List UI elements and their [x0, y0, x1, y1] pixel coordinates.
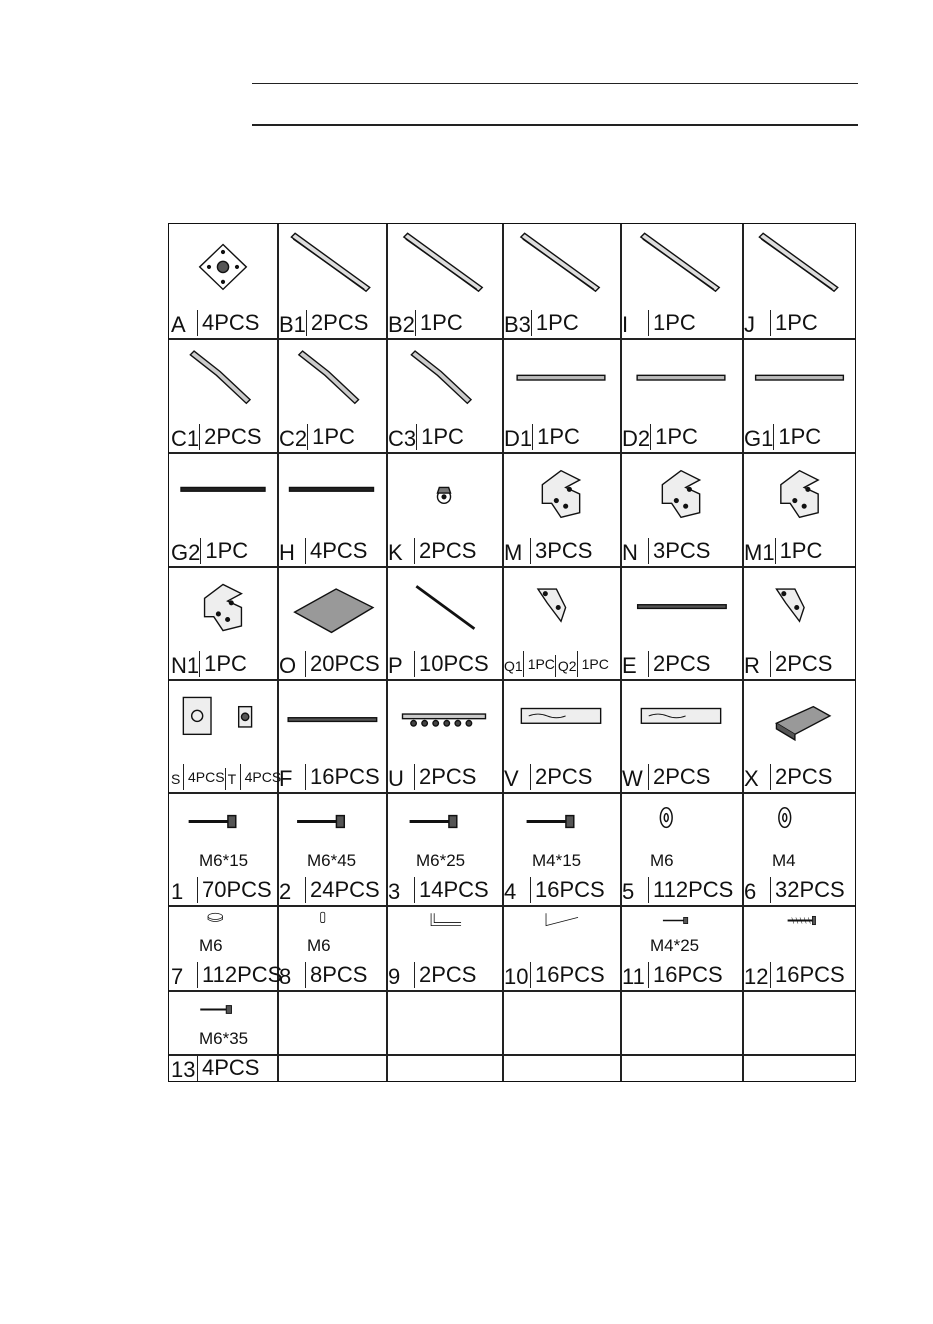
part-quantity: 1PC	[775, 538, 823, 564]
part-quantity: 8PCS	[305, 962, 367, 988]
hardware-size: M4*25	[650, 936, 700, 955]
part-quantity: 1PC	[415, 310, 463, 336]
hardware-size: M6*25	[416, 851, 466, 870]
part-label	[386, 308, 502, 338]
part-label	[386, 649, 502, 679]
part-cell	[277, 566, 386, 679]
part-label	[277, 649, 386, 679]
part-label	[386, 762, 502, 792]
part-code: 7	[171, 964, 184, 989]
long-rail-icon	[742, 224, 857, 308]
part-label	[742, 536, 857, 566]
part-cell	[277, 224, 386, 338]
part-label	[742, 422, 857, 452]
roller-track-icon	[386, 679, 502, 762]
part-label	[620, 762, 742, 792]
rod-icon	[386, 566, 502, 649]
thin-bar-icon	[277, 452, 386, 536]
mount-plate-icon	[169, 679, 277, 762]
hardware-cell	[169, 792, 277, 905]
part-label	[277, 536, 386, 566]
part-code: C1	[171, 426, 200, 451]
allen-key-icon	[386, 905, 502, 936]
part-label	[742, 649, 857, 679]
hardware-size: M6	[199, 936, 223, 955]
channel-bar-icon	[277, 679, 386, 762]
part-quantity: 2PCS	[648, 764, 710, 790]
corner-bracket-icon	[502, 452, 620, 536]
part-cell	[742, 566, 857, 679]
part-label	[620, 422, 742, 452]
thin-bar-icon	[169, 452, 277, 536]
part-label	[386, 422, 502, 452]
part-code: F	[279, 766, 293, 791]
part-code: B3	[504, 312, 531, 337]
part-code: E	[622, 653, 637, 678]
part-label	[502, 422, 620, 452]
allen-key-thin-icon	[502, 905, 620, 936]
angle-bracket-icon	[742, 566, 857, 649]
bent-bar-icon	[169, 338, 277, 422]
part-code: C2	[279, 426, 308, 451]
hardware-cell	[386, 905, 502, 990]
part-code: 13	[171, 1057, 196, 1082]
part-label	[277, 762, 386, 792]
part-label	[277, 960, 386, 990]
long-rail-icon	[277, 224, 386, 308]
part-cell	[169, 224, 277, 338]
part-label	[620, 960, 742, 990]
part-code: G1	[744, 426, 774, 451]
hardware-size: M4	[772, 851, 796, 870]
part-label	[169, 875, 277, 905]
door-rail-icon	[502, 679, 620, 762]
bolt-icon	[277, 792, 386, 851]
part-cell	[386, 679, 502, 792]
nut-icon	[169, 905, 277, 936]
part-label	[502, 762, 620, 792]
part-quantity: 16PCS	[770, 962, 845, 988]
part-quantity: 4PCS	[183, 764, 225, 790]
part-cell	[277, 452, 386, 566]
part-code: N1	[171, 653, 200, 678]
part-quantity: 1PC	[199, 651, 247, 677]
part-code: N	[622, 540, 638, 565]
part-code: U	[388, 766, 404, 791]
cap-block-icon	[742, 679, 857, 762]
part-label	[620, 875, 742, 905]
channel-bar-icon	[620, 566, 742, 649]
hardware-cell	[742, 792, 857, 905]
part-quantity: 20PCS	[305, 651, 380, 677]
long-rail-icon	[620, 224, 742, 308]
part-quantity: 3PCS	[530, 538, 592, 564]
part-quantity: 1PC	[531, 310, 579, 336]
header-rule-top	[252, 83, 858, 84]
part-cell	[620, 338, 742, 452]
part-label	[169, 422, 277, 452]
part-quantity: 2PCS	[770, 651, 832, 677]
part-code: 12	[744, 964, 769, 989]
part-code: J	[744, 312, 755, 337]
part-cell	[502, 338, 620, 452]
part-label	[502, 875, 620, 905]
caster-wheel-icon	[386, 452, 502, 536]
part-cell	[502, 679, 620, 792]
part-code: Q1	[504, 658, 523, 674]
hardware-size: M6	[650, 851, 674, 870]
part-quantity: 112PCS	[197, 962, 282, 988]
part-quantity: 1PC	[307, 424, 355, 450]
part-cell	[169, 338, 277, 452]
corner-bracket-icon	[620, 452, 742, 536]
part-code: M1	[744, 540, 775, 565]
part-label	[169, 308, 277, 338]
bent-bar-icon	[386, 338, 502, 422]
part-code: 2	[279, 879, 292, 904]
part-label	[742, 308, 857, 338]
part-cell	[169, 452, 277, 566]
hardware-cell	[620, 792, 742, 905]
part-quantity: 1PC	[532, 424, 580, 450]
parts-list-table	[168, 223, 856, 1082]
hardware-cell	[742, 905, 857, 990]
part-quantity: 2PCS	[770, 764, 832, 790]
hardware-cell	[502, 792, 620, 905]
part-code: 5	[622, 879, 635, 904]
part-quantity: 70PCS	[197, 877, 272, 903]
part-code: P	[388, 653, 403, 678]
part-quantity: 2PCS	[414, 962, 476, 988]
part-label	[620, 308, 742, 338]
part-quantity: 2PCS	[530, 764, 592, 790]
part-quantity: 1PC	[650, 424, 698, 450]
part-quantity: 16PCS	[305, 764, 380, 790]
part-quantity: 14PCS	[414, 877, 489, 903]
part-code: H	[279, 540, 295, 565]
hardware-size: M6	[307, 936, 331, 955]
part-code: Q2	[555, 655, 577, 677]
part-code: D1	[504, 426, 533, 451]
part-cell	[169, 679, 282, 792]
part-label	[742, 762, 857, 792]
part-cell	[742, 338, 857, 452]
hardware-size: M6*35	[199, 1029, 249, 1048]
part-label	[502, 308, 620, 338]
part-quantity: 1PC	[770, 310, 818, 336]
part-quantity: 2PCS	[414, 764, 476, 790]
part-label	[169, 762, 282, 792]
flat-bar-icon	[742, 338, 857, 422]
part-label	[742, 960, 857, 990]
part-label	[386, 536, 502, 566]
hardware-size: M6*45	[307, 851, 357, 870]
part-quantity: 4PCS	[197, 1055, 259, 1081]
part-quantity: 32PCS	[770, 877, 845, 903]
part-code: 8	[279, 964, 292, 989]
part-quantity: 16PCS	[530, 877, 605, 903]
header-rule-bottom	[252, 124, 858, 126]
part-code: B1	[279, 312, 306, 337]
part-code: 4	[504, 879, 517, 904]
part-quantity: 4PCS	[197, 310, 259, 336]
bolt-icon	[169, 792, 277, 851]
door-rail-icon	[620, 679, 742, 762]
part-cell	[502, 224, 620, 338]
part-label	[277, 875, 386, 905]
part-code: V	[504, 766, 519, 791]
part-code: A	[171, 312, 186, 337]
part-cell	[502, 452, 620, 566]
part-code: 10	[504, 964, 529, 989]
bolt-icon	[386, 792, 502, 851]
part-quantity: 16PCS	[648, 962, 723, 988]
floor-panel-icon	[277, 566, 386, 649]
parts-grid	[169, 224, 855, 1081]
part-quantity: 3PCS	[648, 538, 710, 564]
part-code: T	[225, 768, 240, 790]
long-rail-icon	[502, 224, 620, 308]
part-label	[502, 649, 620, 679]
part-quantity: 2PCS	[199, 424, 261, 450]
part-cell	[169, 566, 277, 679]
part-code: I	[622, 312, 629, 337]
bent-bar-icon	[277, 338, 386, 422]
hardware-cell	[169, 905, 283, 990]
part-cell	[620, 224, 742, 338]
part-cell	[386, 224, 502, 338]
part-code: 11	[622, 964, 645, 989]
part-label	[277, 422, 386, 452]
part-label	[742, 875, 857, 905]
part-cell	[742, 224, 857, 338]
part-code: C3	[388, 426, 417, 451]
part-code: M	[504, 540, 523, 565]
hardware-cell	[620, 905, 742, 990]
corner-bracket-icon	[169, 566, 277, 649]
part-quantity: 24PCS	[305, 877, 380, 903]
part-quantity: 1PC	[416, 424, 464, 450]
part-cell	[620, 566, 742, 679]
part-label	[169, 1053, 277, 1083]
part-cell	[742, 452, 857, 566]
part-quantity: 112PCS	[648, 877, 733, 903]
bolt-icon	[620, 905, 742, 936]
part-code: O	[279, 653, 297, 678]
part-quantity: 10PCS	[414, 651, 489, 677]
part-label	[386, 960, 502, 990]
part-cell	[386, 338, 502, 452]
part-cell	[742, 679, 857, 792]
part-code: 9	[388, 964, 401, 989]
flat-bar-icon	[502, 338, 620, 422]
bolt-icon	[169, 990, 277, 1029]
part-code: S	[171, 771, 181, 787]
part-code: 1	[171, 879, 184, 904]
part-label	[169, 960, 283, 990]
part-cell	[502, 566, 620, 679]
part-quantity: 2PCS	[648, 651, 710, 677]
part-cell	[386, 566, 502, 679]
part-cell	[620, 679, 742, 792]
part-code: 6	[744, 879, 757, 904]
hardware-size: M4*15	[532, 851, 582, 870]
flat-bar-icon	[620, 338, 742, 422]
part-quantity: 1PC	[648, 310, 696, 336]
part-code: B2	[388, 312, 415, 337]
part-quantity: 1PC	[200, 538, 248, 564]
part-code: D2	[622, 426, 651, 451]
angle-bracket-icon	[502, 566, 620, 649]
washer-icon	[620, 792, 742, 851]
hardware-cell	[386, 792, 502, 905]
part-quantity: 4PCS	[240, 764, 282, 790]
part-label	[502, 960, 620, 990]
part-code: 3	[388, 879, 401, 904]
part-code: R	[744, 653, 760, 678]
part-quantity: 1PC	[773, 424, 821, 450]
part-quantity: 2PCS	[414, 538, 476, 564]
part-label	[386, 875, 502, 905]
part-quantity: 16PCS	[530, 962, 605, 988]
part-quantity: 2PCS	[306, 310, 368, 336]
part-code: W	[622, 766, 643, 791]
part-quantity: 4PCS	[305, 538, 367, 564]
base-plate-icon	[169, 224, 277, 308]
part-cell	[386, 452, 502, 566]
part-label	[169, 649, 277, 679]
part-cell	[277, 338, 386, 452]
hardware-cell	[277, 792, 386, 905]
hardware-cell	[277, 905, 386, 990]
part-cell	[620, 452, 742, 566]
corner-bracket-icon	[742, 452, 857, 536]
long-rail-icon	[386, 224, 502, 308]
washer-icon	[742, 792, 857, 851]
part-label	[277, 308, 386, 338]
part-label	[502, 536, 620, 566]
spacer-icon	[277, 905, 386, 936]
part-cell	[277, 679, 386, 792]
part-code: G2	[171, 540, 201, 565]
hardware-cell	[169, 990, 277, 1083]
part-label	[620, 649, 742, 679]
part-quantity: 1PC	[577, 651, 609, 677]
part-label	[169, 536, 277, 566]
screw-icon	[742, 905, 857, 936]
bolt-icon	[502, 792, 620, 851]
hardware-size: M6*15	[199, 851, 249, 870]
part-label	[620, 536, 742, 566]
hardware-cell	[502, 905, 620, 990]
part-code: X	[744, 766, 759, 791]
part-quantity: 1PC	[523, 651, 555, 677]
part-code: K	[388, 540, 403, 565]
